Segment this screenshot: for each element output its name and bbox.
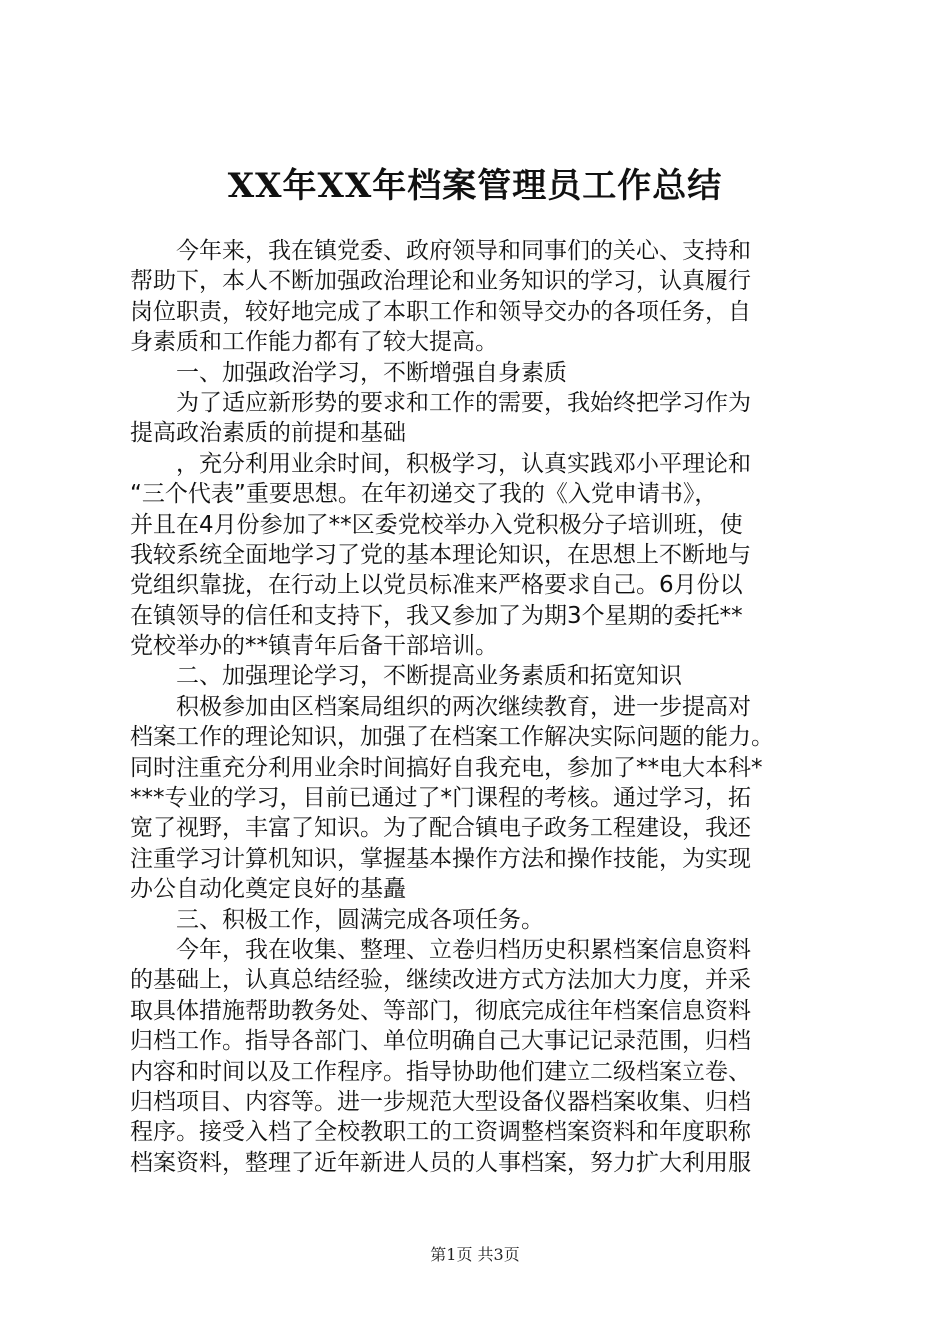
body-line: 为了适应新形势的要求和工作的需要，我始终把学习作为 bbox=[130, 389, 751, 416]
body-line: 归档工作。指导各部门、单位明确自己大事记记录范围，归档 bbox=[130, 1028, 751, 1055]
section-heading-3: 三、积极工作，圆满完成各项任务。 bbox=[130, 906, 544, 933]
body-line: 程序。接受入档了全校教职工的工资调整档案资料和年度职称 bbox=[130, 1119, 751, 1146]
body-line: 同时注重充分利用业余时间搞好自我充电，参加了**电大本科* bbox=[130, 754, 763, 781]
section-heading-2: 二、加强理论学习，不断提高业务素质和拓宽知识 bbox=[130, 663, 682, 690]
body-line: “三个代表”重要思想。在年初递交了我的《入党申请书》， bbox=[130, 481, 718, 508]
body-line: 档案资料，整理了近年新进人员的人事档案，努力扩大利用服 bbox=[130, 1149, 751, 1176]
body-line: 今年，我在收集、整理、立卷归档历史积累档案信息资料 bbox=[130, 936, 751, 963]
body-line: 宽了视野，丰富了知识。为了配合镇电子政务工程建设，我还 bbox=[130, 815, 751, 842]
body-line: 帮助下，本人不断加强政治理论和业务知识的学习，认真履行 bbox=[130, 268, 751, 295]
body-line: 内容和时间以及工作程序。指导协助他们建立二级档案立卷、 bbox=[130, 1058, 751, 1085]
body-line: 今年来，我在镇党委、政府领导和同事们的关心、支持和 bbox=[130, 238, 751, 264]
body-line: ***专业的学习，目前已通过了*门课程的考核。通过学习，拓 bbox=[130, 785, 751, 812]
body-line: 积极参加由区档案局组织的两次继续教育，进一步提高对 bbox=[130, 693, 751, 720]
document-body bbox=[130, 236, 830, 1178]
body-line: 身素质和工作能力都有了较大提高。 bbox=[130, 329, 498, 356]
body-line: 取具体措施帮助教务处、等部门，彻底完成往年档案信息资料 bbox=[130, 997, 751, 1024]
body-line: 提高政治素质的前提和基础 bbox=[130, 420, 406, 447]
body-line: ，充分利用业余时间，积极学习，认真实践邓小平理论和 bbox=[130, 450, 751, 477]
body-line: 档案工作的理论知识，加强了在档案工作解决实际问题的能力。 bbox=[130, 724, 774, 751]
body-line: 归档项目、内容等。进一步规范大型设备仪器档案收集、归档 bbox=[130, 1088, 751, 1115]
section-heading-1: 一、加强政治学习，不断增强自身素质 bbox=[130, 359, 567, 386]
body-line: 的基础上，认真总结经验，继续改进方式方法加大力度，并采 bbox=[130, 967, 751, 994]
document-title: XX年XX年档案管理员工作总结 bbox=[227, 166, 723, 206]
body-line: 党组织靠拢，在行动上以党员标准来严格要求自己。6月份以 bbox=[130, 572, 743, 599]
body-line: 我较系统全面地学习了党的基本理论知识，在思想上不断地与 bbox=[130, 541, 751, 568]
body-line: 党校举办的**镇青年后备干部培训。 bbox=[130, 633, 498, 660]
body-line: 注重学习计算机知识，掌握基本操作方法和操作技能，为实现 bbox=[130, 845, 751, 872]
body-line: 在镇领导的信任和支持下，我又参加了为期3个星期的委托** bbox=[130, 602, 743, 629]
page-footer: 第1页 共3页 bbox=[430, 1245, 520, 1264]
body-line: 岗位职责，较好地完成了本职工作和领导交办的各项任务，自 bbox=[130, 298, 751, 325]
body-line: 办公自动化奠定良好的基矗 bbox=[130, 876, 406, 903]
body-line: 并且在4月份参加了**区委党校举办入党积极分子培训班，使 bbox=[130, 511, 743, 538]
